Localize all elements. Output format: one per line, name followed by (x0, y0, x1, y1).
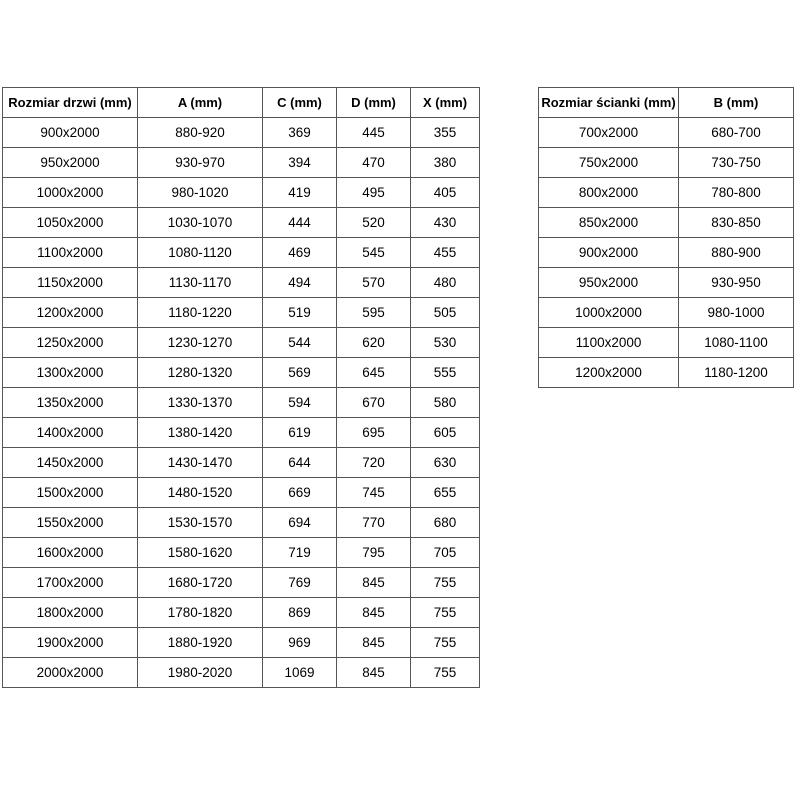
table-cell: 770 (337, 508, 411, 538)
table-cell: 1300x2000 (3, 358, 138, 388)
door-table-header-row (3, 88, 480, 118)
table-row (3, 598, 480, 628)
table-cell: 755 (411, 628, 480, 658)
table-cell: 570 (337, 268, 411, 298)
table-cell: 980-1000 (679, 298, 794, 328)
table-cell: 1680-1720 (138, 568, 263, 598)
table-cell: 719 (263, 538, 337, 568)
table-cell: 1250x2000 (3, 328, 138, 358)
table-cell: 419 (263, 178, 337, 208)
column-header: Rozmiar ścianki (mm) (539, 88, 679, 118)
door-table-body (3, 118, 480, 688)
table-row (3, 298, 480, 328)
table-row (3, 388, 480, 418)
table-row (3, 478, 480, 508)
table-row (539, 148, 794, 178)
table-cell: 900x2000 (539, 238, 679, 268)
column-header: C (mm) (263, 88, 337, 118)
table-cell: 780-800 (679, 178, 794, 208)
table-row (3, 418, 480, 448)
table-cell: 769 (263, 568, 337, 598)
table-cell: 644 (263, 448, 337, 478)
table-cell: 430 (411, 208, 480, 238)
table-cell: 655 (411, 478, 480, 508)
table-cell: 1580-1620 (138, 538, 263, 568)
table-cell: 530 (411, 328, 480, 358)
table-cell: 1000x2000 (3, 178, 138, 208)
table-cell: 1700x2000 (3, 568, 138, 598)
table-cell: 730-750 (679, 148, 794, 178)
table-cell: 1069 (263, 658, 337, 688)
table-cell: 470 (337, 148, 411, 178)
table-cell: 1380-1420 (138, 418, 263, 448)
column-header: B (mm) (679, 88, 794, 118)
table-cell: 1880-1920 (138, 628, 263, 658)
table-row (3, 358, 480, 388)
table-cell: 694 (263, 508, 337, 538)
table-cell: 1050x2000 (3, 208, 138, 238)
table-row (3, 448, 480, 478)
table-cell: 845 (337, 598, 411, 628)
table-cell: 1180-1200 (679, 358, 794, 388)
table-row (3, 538, 480, 568)
table-cell: 520 (337, 208, 411, 238)
table-cell: 755 (411, 568, 480, 598)
table-row (3, 238, 480, 268)
table-cell: 850x2000 (539, 208, 679, 238)
table-cell: 394 (263, 148, 337, 178)
table-cell: 444 (263, 208, 337, 238)
table-cell: 1150x2000 (3, 268, 138, 298)
table-row (3, 118, 480, 148)
table-cell: 1280-1320 (138, 358, 263, 388)
table-cell: 1350x2000 (3, 388, 138, 418)
table-cell: 700x2000 (539, 118, 679, 148)
table-cell: 369 (263, 118, 337, 148)
table-cell: 595 (337, 298, 411, 328)
table-cell: 845 (337, 658, 411, 688)
table-cell: 580 (411, 388, 480, 418)
table-cell: 1450x2000 (3, 448, 138, 478)
table-cell: 620 (337, 328, 411, 358)
table-cell: 495 (337, 178, 411, 208)
table-row (3, 628, 480, 658)
wall-size-table (538, 87, 794, 388)
table-cell: 869 (263, 598, 337, 628)
table-cell: 1430-1470 (138, 448, 263, 478)
table-cell: 1600x2000 (3, 538, 138, 568)
table-cell: 845 (337, 628, 411, 658)
table-cell: 1030-1070 (138, 208, 263, 238)
table-row (3, 178, 480, 208)
table-cell: 1330-1370 (138, 388, 263, 418)
table-cell: 1100x2000 (539, 328, 679, 358)
table-row (539, 328, 794, 358)
table-cell: 1550x2000 (3, 508, 138, 538)
table-cell: 795 (337, 538, 411, 568)
table-cell: 680-700 (679, 118, 794, 148)
table-cell: 1530-1570 (138, 508, 263, 538)
table-cell: 1800x2000 (3, 598, 138, 628)
column-header: X (mm) (411, 88, 480, 118)
table-row (539, 298, 794, 328)
table-cell: 800x2000 (539, 178, 679, 208)
table-cell: 930-950 (679, 268, 794, 298)
table-cell: 2000x2000 (3, 658, 138, 688)
table-cell: 1500x2000 (3, 478, 138, 508)
table-row (539, 118, 794, 148)
table-cell: 630 (411, 448, 480, 478)
table-row (539, 268, 794, 298)
table-cell: 1130-1170 (138, 268, 263, 298)
table-cell: 680 (411, 508, 480, 538)
table-cell: 1480-1520 (138, 478, 263, 508)
column-header: A (mm) (138, 88, 263, 118)
table-row (3, 568, 480, 598)
table-cell: 1780-1820 (138, 598, 263, 628)
table-cell: 494 (263, 268, 337, 298)
table-cell: 605 (411, 418, 480, 448)
table-cell: 750x2000 (539, 148, 679, 178)
table-cell: 705 (411, 538, 480, 568)
table-cell: 669 (263, 478, 337, 508)
table-cell: 830-850 (679, 208, 794, 238)
table-row (539, 208, 794, 238)
door-size-table (2, 87, 480, 688)
table-row (3, 148, 480, 178)
table-cell: 519 (263, 298, 337, 328)
table-cell: 445 (337, 118, 411, 148)
table-cell: 930-970 (138, 148, 263, 178)
table-cell: 1200x2000 (539, 358, 679, 388)
table-cell: 880-920 (138, 118, 263, 148)
table-cell: 455 (411, 238, 480, 268)
table-cell: 594 (263, 388, 337, 418)
table-cell: 1230-1270 (138, 328, 263, 358)
column-header: D (mm) (337, 88, 411, 118)
wall-table-header-row (539, 88, 794, 118)
wall-table-body (539, 118, 794, 388)
table-cell: 950x2000 (3, 148, 138, 178)
table-cell: 380 (411, 148, 480, 178)
column-header: Rozmiar drzwi (mm) (3, 88, 138, 118)
table-row (3, 208, 480, 238)
table-cell: 745 (337, 478, 411, 508)
table-cell: 405 (411, 178, 480, 208)
table-cell: 755 (411, 658, 480, 688)
table-cell: 1400x2000 (3, 418, 138, 448)
table-cell: 480 (411, 268, 480, 298)
table-cell: 1100x2000 (3, 238, 138, 268)
table-cell: 1080-1120 (138, 238, 263, 268)
table-cell: 545 (337, 238, 411, 268)
table-cell: 845 (337, 568, 411, 598)
table-cell: 900x2000 (3, 118, 138, 148)
table-cell: 619 (263, 418, 337, 448)
table-row (3, 328, 480, 358)
table-cell: 555 (411, 358, 480, 388)
table-cell: 544 (263, 328, 337, 358)
table-cell: 645 (337, 358, 411, 388)
table-row (3, 658, 480, 688)
table-cell: 720 (337, 448, 411, 478)
table-cell: 1180-1220 (138, 298, 263, 328)
table-cell: 1980-2020 (138, 658, 263, 688)
table-cell: 755 (411, 598, 480, 628)
table-cell: 695 (337, 418, 411, 448)
table-cell: 569 (263, 358, 337, 388)
table-cell: 950x2000 (539, 268, 679, 298)
table-row (3, 268, 480, 298)
table-cell: 1000x2000 (539, 298, 679, 328)
table-cell: 980-1020 (138, 178, 263, 208)
table-cell: 505 (411, 298, 480, 328)
table-cell: 469 (263, 238, 337, 268)
table-cell: 1900x2000 (3, 628, 138, 658)
table-cell: 670 (337, 388, 411, 418)
table-cell: 355 (411, 118, 480, 148)
table-row (3, 508, 480, 538)
table-row (539, 178, 794, 208)
table-cell: 1200x2000 (3, 298, 138, 328)
table-row (539, 238, 794, 268)
table-cell: 1080-1100 (679, 328, 794, 358)
table-cell: 969 (263, 628, 337, 658)
table-cell: 880-900 (679, 238, 794, 268)
table-row (539, 358, 794, 388)
